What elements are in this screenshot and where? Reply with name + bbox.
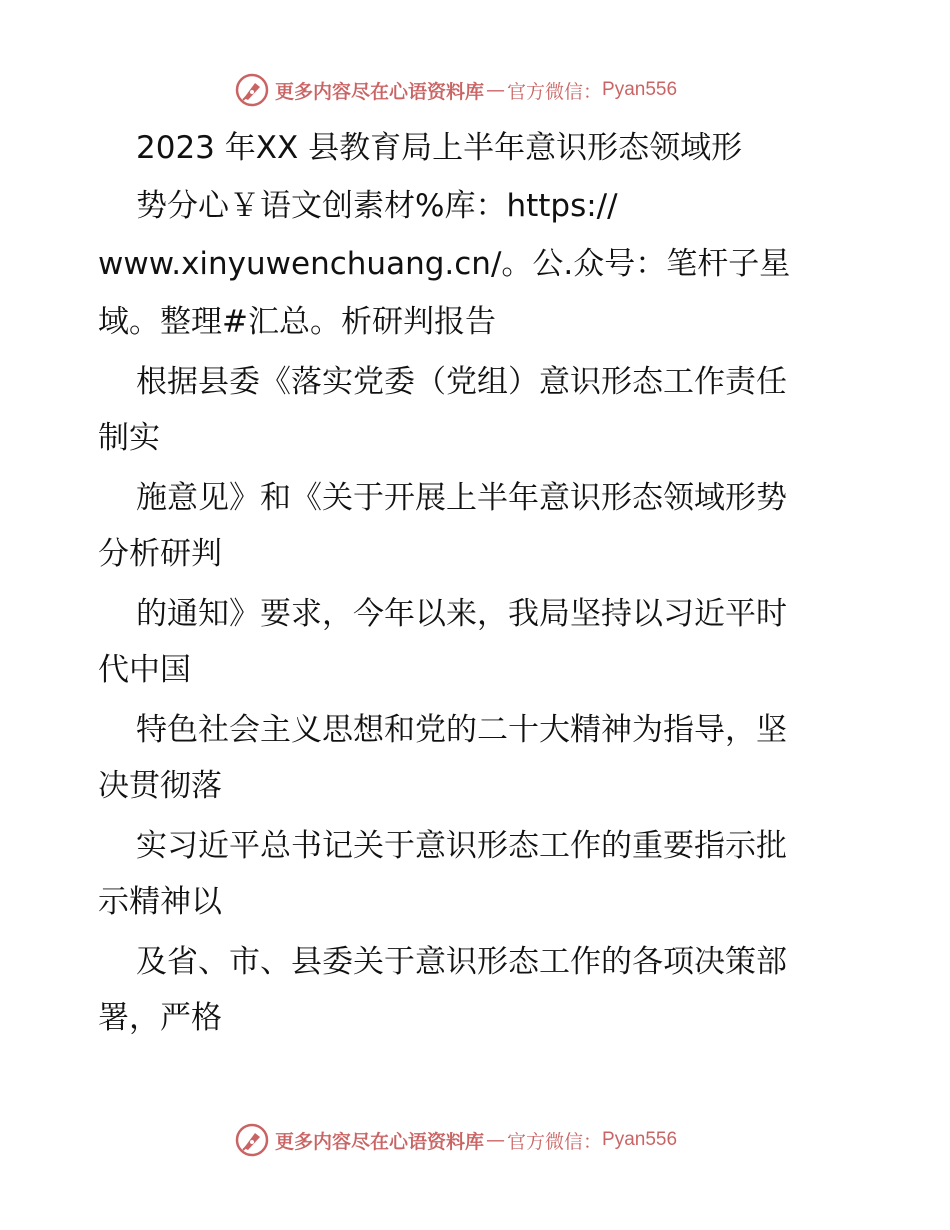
text-line: 势分心￥语文创素材%库：https://	[136, 188, 618, 224]
text-line: 的通知》要求，今年以来，我局坚持以习近平时	[136, 596, 787, 632]
text-line: 及省、市、县委关于意识形态工作的各项决策部	[136, 944, 787, 980]
text-line: www.xinyuwenchuang.cn/。公.众号：笔杆子星	[98, 246, 791, 282]
footer-watermark	[235, 1122, 735, 1158]
text-line: 署，严格	[98, 1000, 222, 1036]
watermark-brand: 更多内容尽在心语资料库	[275, 1130, 485, 1153]
watermark-separator: —	[486, 1129, 506, 1151]
text-line: 域。整理#汇总。析研判报告	[98, 304, 496, 340]
text-line: 制实	[98, 420, 160, 456]
watermark-label: 官方微信：	[507, 1130, 603, 1153]
watermark-wechat-id: Pyan556	[602, 1129, 678, 1150]
watermark-wechat-id: Pyan556	[602, 79, 678, 100]
pen-nib-logo-icon	[235, 1123, 269, 1157]
watermark-separator: —	[486, 79, 506, 101]
text-line: 根据县委《落实党委（党组）意识形态工作责任	[136, 364, 787, 400]
watermark-label: 官方微信：	[507, 80, 603, 103]
text-line: 代中国	[98, 652, 191, 688]
text-line: 特色社会主义思想和党的二十大精神为指导，坚	[136, 712, 787, 748]
text-line: 分析研判	[98, 536, 222, 572]
text-line: 2023 年XX 县教育局上半年意识形态领域形	[136, 130, 743, 166]
text-line: 示精神以	[98, 884, 222, 920]
text-line: 施意见》和《关于开展上半年意识形态领域形势	[136, 480, 787, 516]
text-line: 实习近平总书记关于意识形态工作的重要指示批	[136, 828, 787, 864]
watermark-brand: 更多内容尽在心语资料库	[275, 80, 485, 103]
text-line: 决贯彻落	[98, 768, 222, 804]
